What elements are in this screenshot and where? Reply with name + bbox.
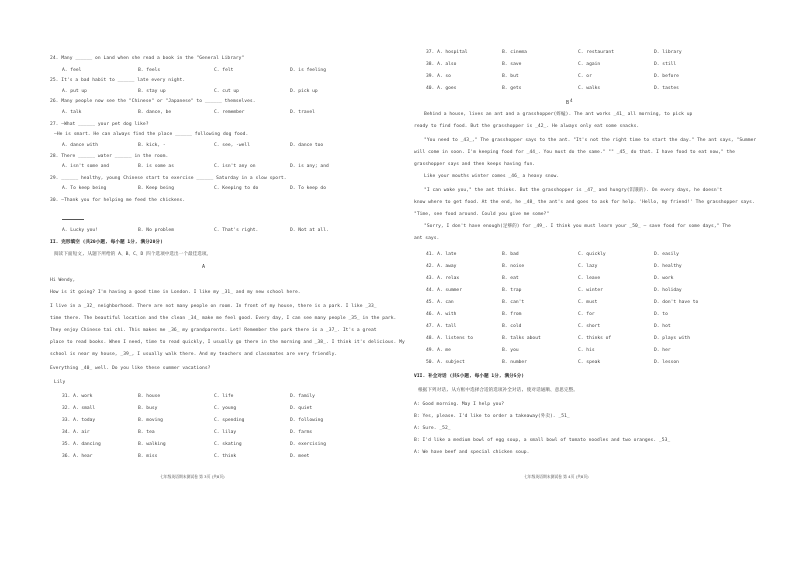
options-row bbox=[62, 228, 382, 234]
option: C. lazy bbox=[578, 264, 598, 269]
option: C. or bbox=[578, 74, 592, 79]
option: 36. A. hear bbox=[62, 454, 93, 459]
option: C. Keeping to do bbox=[214, 186, 259, 191]
option: C. short bbox=[578, 324, 601, 329]
option: A. isn't some and bbox=[62, 164, 110, 169]
text-line: Everything _40_ well. Do you like these summer vacations? bbox=[50, 366, 211, 371]
option: D. easily bbox=[654, 252, 679, 257]
text-line: Hi Wendy, bbox=[50, 278, 76, 283]
options-row bbox=[426, 336, 746, 342]
option: C. spending bbox=[214, 418, 245, 423]
text-line: Like your mouths winter comes _46_ a heavy snow. bbox=[424, 174, 560, 179]
option: B. house bbox=[138, 394, 161, 399]
section-heading: II. 完形填空 (共20小题, 每小题 1分, 满分20分) bbox=[50, 240, 163, 245]
option: D. don't have to bbox=[654, 300, 699, 305]
options-row bbox=[426, 288, 746, 294]
options-row bbox=[62, 68, 382, 74]
options-row bbox=[426, 50, 746, 56]
option: B. Keep being bbox=[138, 186, 174, 191]
option: B. is some as bbox=[138, 164, 174, 169]
text-line: —He is smart. He can always find the place ______ following dog food. bbox=[54, 132, 249, 137]
options-row bbox=[62, 186, 382, 192]
option: D. plays with bbox=[654, 336, 690, 341]
option: C. see, -well bbox=[214, 143, 250, 148]
option: C. felt bbox=[214, 68, 234, 73]
option: D. dance too bbox=[290, 143, 324, 148]
text-line: time there. The beautiful location and the clean _34_ make me feel good. Every day, I can see many people _35_ in the park. bbox=[50, 316, 397, 321]
option: A. put up bbox=[62, 89, 87, 94]
option: D. meet bbox=[290, 454, 310, 459]
option: B. you bbox=[502, 348, 519, 353]
option: C. skating bbox=[214, 442, 242, 447]
option: C. lilay bbox=[214, 430, 237, 435]
option: A. dance with bbox=[62, 143, 98, 148]
option: C. remember bbox=[214, 110, 245, 115]
text-line: 24. Many ______ on Land when she read a book in the "General Library" bbox=[50, 56, 245, 61]
option: C. cut up bbox=[214, 89, 239, 94]
option: A. To keep being bbox=[62, 186, 107, 191]
option: B. cold bbox=[502, 324, 522, 329]
option: D. her bbox=[654, 348, 671, 353]
option: D. quiet bbox=[290, 406, 313, 411]
option: B. No problem bbox=[138, 228, 174, 233]
options-row bbox=[62, 89, 382, 95]
option: 40. A. goes bbox=[426, 86, 457, 91]
option: C. again bbox=[578, 62, 601, 67]
text-line: They enjoy Chinese tai chi. This makes me _36_ my grandparents. Let! Remember the park there is a _37_. It's a great bbox=[50, 328, 377, 333]
text-line: ant says. bbox=[414, 236, 440, 241]
options-row bbox=[426, 324, 746, 330]
text-line: 阅读下面短文, 从题下所给的 A、B、C、D 四个选项中选出一个最佳选项。 bbox=[54, 252, 212, 257]
option: A. Lucky you! bbox=[62, 228, 98, 233]
text-line: ready to find food. But the grasshopper is _42_. He always only eat some snacks. bbox=[414, 124, 640, 129]
option: D. to bbox=[654, 312, 668, 317]
options-row bbox=[426, 276, 746, 282]
option: C. speak bbox=[578, 360, 601, 365]
option: B. walking bbox=[138, 442, 166, 447]
text-line: "I can wake you," the ant thinks. But the grasshopper is _47_ and hungry(饥饿的). On every days, he doesn't bbox=[424, 188, 723, 193]
option: B. gets bbox=[502, 86, 522, 91]
option: B. number bbox=[502, 360, 527, 365]
option: C. life bbox=[214, 394, 234, 399]
option: C. young bbox=[214, 406, 237, 411]
text-line: 27. —What ______ your pet dog like? bbox=[50, 122, 149, 127]
option: D. travel bbox=[290, 110, 315, 115]
option: D. To keep do bbox=[290, 186, 326, 191]
option: D. before bbox=[654, 74, 679, 79]
option: B. but bbox=[502, 74, 519, 79]
left-page bbox=[50, 44, 405, 484]
option: D. farms bbox=[290, 430, 313, 435]
option: D. tastes bbox=[654, 86, 679, 91]
passage-label: B bbox=[566, 100, 570, 106]
options-row bbox=[62, 143, 382, 149]
option: B. miss bbox=[138, 454, 158, 459]
text-line: 30. —Thank you for helping me feed the chickens. bbox=[50, 198, 186, 203]
option: C. thinks of bbox=[578, 336, 612, 341]
option: 46. A. with bbox=[426, 312, 457, 317]
option: B. noise bbox=[502, 264, 525, 269]
option: B. busy bbox=[138, 406, 158, 411]
option: 31. A. work bbox=[62, 394, 93, 399]
option: D. lesson bbox=[654, 360, 679, 365]
option: C. isn't any on bbox=[214, 164, 256, 169]
option: C. think bbox=[214, 454, 237, 459]
option: B. dance, be bbox=[138, 110, 172, 115]
option: D. exercising bbox=[290, 442, 326, 447]
option: C. quickly bbox=[578, 252, 606, 257]
text-line: 25. It's a bad habit to ______ late every night. bbox=[50, 78, 186, 83]
option: D. following bbox=[290, 418, 324, 423]
option: D. Not at all. bbox=[290, 228, 329, 233]
text-line: 根据下列对话, 从方框中选择合适的选项补全对话, 使对话通顺、意思完整。 bbox=[418, 388, 578, 393]
text-line: I live in a _32_ neighborhood. There are not many people on room. In front of my house, there is a park. I like _33_ bbox=[50, 304, 377, 309]
text-line: A: We have beef and special chicken soup. bbox=[414, 450, 530, 455]
option: B. cinema bbox=[502, 50, 527, 55]
options-row bbox=[426, 300, 746, 306]
option: 47. A. tall bbox=[426, 324, 457, 329]
options-row bbox=[426, 86, 746, 92]
option: D. holiday bbox=[654, 288, 682, 293]
text-line: Behind a house, lives an ant and a grasshopper(蚱蜢). The ant works _41_ all morning, to pick up bbox=[424, 112, 693, 117]
option: 42. A. away bbox=[426, 264, 457, 269]
option: C. winter bbox=[578, 288, 603, 293]
text-line: grasshopper says and then keeps having fun. bbox=[414, 162, 536, 167]
page-footer: 七年级英语期末测试卷 第 3页 (共8页) bbox=[160, 474, 225, 479]
option: C. That's right. bbox=[214, 228, 259, 233]
option: 49. A. me bbox=[426, 348, 451, 353]
option: D. work bbox=[654, 276, 674, 281]
option: B. can't bbox=[502, 300, 525, 305]
option: B. save bbox=[502, 62, 522, 67]
option: C. restaurant bbox=[578, 50, 614, 55]
option: C. leave bbox=[578, 276, 601, 281]
text-line: "Sorry, I don't have enough(足够的) for _49_. I think you must learn your _50_ — save food for some days," The bbox=[424, 224, 731, 229]
option: 44. A. summer bbox=[426, 288, 462, 293]
option: 45. A. can bbox=[426, 300, 454, 305]
option: 37. A. hospital bbox=[426, 50, 468, 55]
options-row bbox=[426, 252, 746, 258]
option: D. pick up bbox=[290, 89, 318, 94]
option: 41. A. late bbox=[426, 252, 457, 257]
answer-blank bbox=[62, 218, 84, 220]
option: 48. A. listens to bbox=[426, 336, 474, 341]
options-row bbox=[62, 418, 382, 424]
option: D. hot bbox=[654, 324, 671, 329]
text-line: school is near my house, _39_, I usually walk there. And my teachers and classmates are very friendly. bbox=[50, 352, 338, 357]
text-line: 28. There ______ water ______ in the room. bbox=[50, 154, 169, 159]
options-row bbox=[426, 348, 746, 354]
option: B. from bbox=[502, 312, 522, 317]
text-line: place to read books. When I need, time to read quickly, I usually go there in the morning and _38_. I think it's delicious. My bbox=[50, 340, 405, 345]
option: 43. A. relax bbox=[426, 276, 460, 281]
option: B. stay up bbox=[138, 89, 166, 94]
option: B. tea bbox=[138, 430, 155, 435]
option: A. talk bbox=[62, 110, 82, 115]
options-row bbox=[426, 312, 746, 318]
page-mark: 4 bbox=[570, 98, 573, 103]
option: C. for bbox=[578, 312, 595, 317]
option: B. bad bbox=[502, 252, 519, 257]
options-row bbox=[426, 74, 746, 80]
option: C. walks bbox=[578, 86, 601, 91]
option: B. talks about bbox=[502, 336, 541, 341]
option: D. family bbox=[290, 394, 315, 399]
option: D. still bbox=[654, 62, 677, 67]
text-line: "Time, see food around. Could you give me some?" bbox=[414, 212, 550, 217]
text-line: A: Good morning. May I help you? bbox=[414, 402, 505, 407]
options-row bbox=[62, 164, 382, 170]
option: 38. A. also bbox=[426, 62, 457, 67]
text-line: B: Yes, please. I'd like to order a takeaway(外卖). _51_ bbox=[414, 414, 570, 419]
options-row bbox=[62, 454, 382, 460]
text-line: "You need to _43_," The grasshopper says to the ant. "It's not the right time to start the day." The ant says, "Summer bbox=[424, 138, 757, 143]
option: B. kick, - bbox=[138, 143, 166, 148]
options-row bbox=[426, 264, 746, 270]
options-row bbox=[62, 394, 382, 400]
options-row bbox=[426, 62, 746, 68]
passage-label: A bbox=[202, 264, 206, 270]
options-row bbox=[426, 360, 746, 366]
option: 33. A. today bbox=[62, 418, 96, 423]
option: B. trap bbox=[502, 288, 522, 293]
option: 34. A. air bbox=[62, 430, 90, 435]
text-line: B: I'd like a medium bowl of egg soup, a small bowl of tomato noodles and two oranges. _53_ bbox=[414, 438, 671, 443]
options-row bbox=[62, 406, 382, 412]
text-line: will come in soon. I'm keeping food for _44_. You must do the same." "" _45_ do that. I have food to eat now," the bbox=[414, 150, 735, 155]
option: D. healthy bbox=[654, 264, 682, 269]
option: B. eat bbox=[502, 276, 519, 281]
option: A. feel bbox=[62, 68, 82, 73]
right-page bbox=[414, 44, 757, 484]
text-line: How is it going? I'm having a good time in London. I like my _31_ and my new school here. bbox=[50, 290, 301, 295]
option: 32. A. small bbox=[62, 406, 96, 411]
option: 35. A. dancing bbox=[62, 442, 101, 447]
text-line: A: Sure. _52_ bbox=[414, 426, 451, 431]
text-line: know where to get food. At the end, he _48_ the ant's and goes to ask for help. 'Hello, my friend!' The grasshopper says. bbox=[414, 200, 755, 205]
option: D. is feeling bbox=[290, 68, 326, 73]
option: 50. A. subject bbox=[426, 360, 465, 365]
option: C. must bbox=[578, 300, 598, 305]
page-footer: 七年级英语期末测试卷 第 4页 (共8页) bbox=[524, 474, 589, 479]
option: B. feels bbox=[138, 68, 161, 73]
options-row bbox=[62, 430, 382, 436]
option: 39. A. so bbox=[426, 74, 451, 79]
options-row bbox=[62, 110, 382, 116]
option: D. library bbox=[654, 50, 682, 55]
text-line: Lily bbox=[54, 380, 66, 385]
text-line: 29. ______ healthy, young Chinese start to exercise ______ Saturday in a slow sport. bbox=[50, 176, 287, 181]
option: C. his bbox=[578, 348, 595, 353]
options-row bbox=[62, 442, 382, 448]
text-line: 26. Many people now see the "Chinese" or "Japanese" to ______ themselves. bbox=[50, 99, 256, 104]
section-heading: VII. 补全对话 (共5小题, 每小题 1分, 满分5分) bbox=[414, 374, 525, 379]
option: D. is any; and bbox=[290, 164, 329, 169]
option: B. moving bbox=[138, 418, 163, 423]
